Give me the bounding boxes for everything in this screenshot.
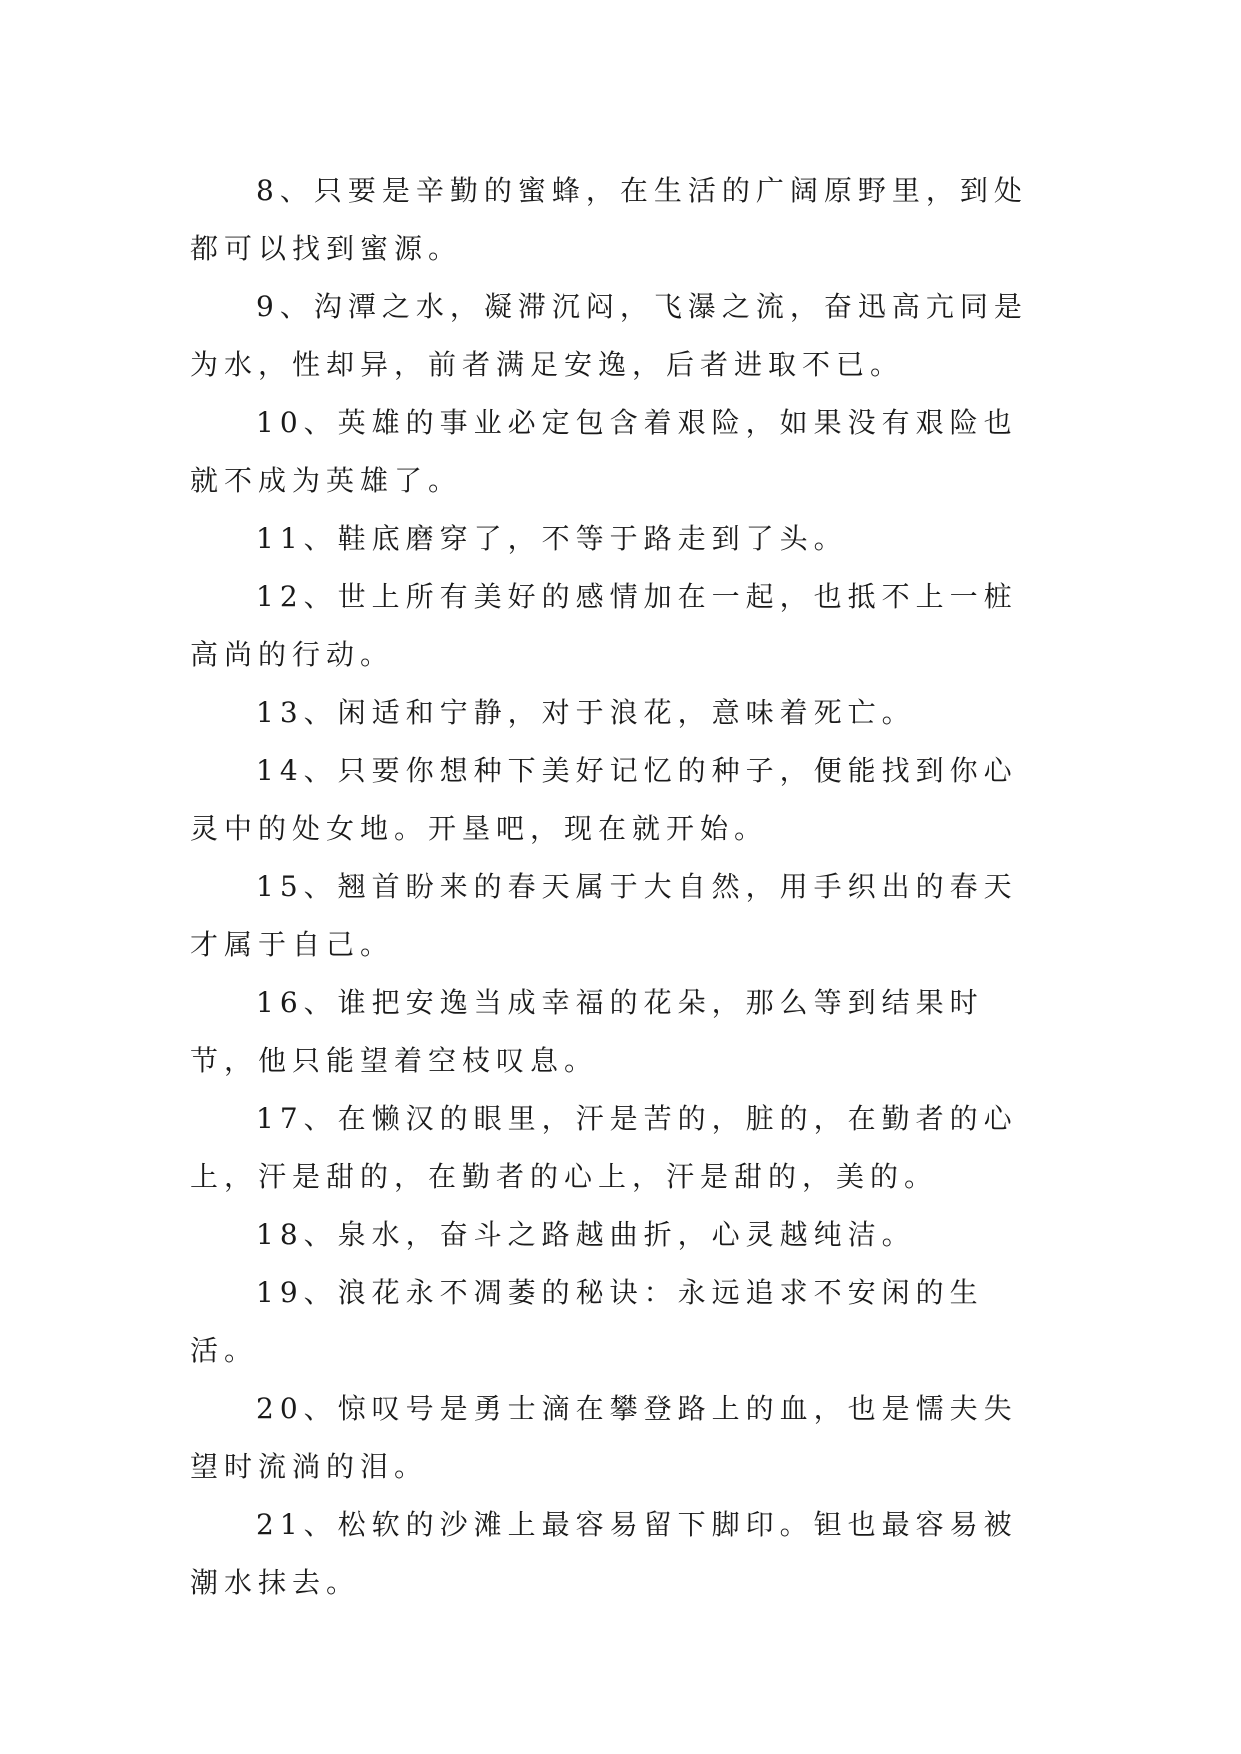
paragraph-14: 14、只要你想种下美好记忆的种子，便能找到你心灵中的处女地。开垦吧，现在就开始。 [190,754,1018,845]
paragraph-19: 19、浪花永不凋萎的秘诀：永远追求不安闲的生活。 [190,1276,984,1367]
paragraph-17: 17、在懒汉的眼里，汗是苦的，脏的，在勤者的心上，汗是甜的，在勤者的心上，汗是甜的，美的。 [190,1102,1018,1193]
paragraph-21: 21、松软的沙滩上最容易留下脚印。钽也最容易被潮水抹去。 [190,1508,1018,1599]
paragraph-10: 10、英雄的事业必定包含着艰险，如果没有艰险也就不成为英雄了。 [190,406,1018,497]
paragraph-16: 16、谁把安逸当成幸福的花朵，那么等到结果时节，他只能望着空枝叹息。 [190,986,984,1077]
paragraph-18: 18、泉水，奋斗之路越曲折，心灵越纯洁。 [256,1218,916,1251]
paragraph-12: 12、世上所有美好的感情加在一起，也抵不上一桩高尚的行动。 [190,580,1018,671]
paragraph-8: 8、只要是辛勤的蜜蜂，在生活的广阔原野里，到处都可以找到蜜源。 [190,174,1028,265]
paragraph-20: 20、惊叹号是勇士滴在攀登路上的血，也是懦夫失望时流淌的泪。 [190,1392,1018,1483]
paragraph-11: 11、鞋底磨穿了，不等于路走到了头。 [256,522,848,555]
paragraph-9: 9、沟潭之水，凝滞沉闷，飞瀑之流，奋迅高亢同是为水，性却异，前者满足安逸，后者进取不已。 [190,290,1028,381]
paragraph-15: 15、翘首盼来的春天属于大自然，用手织出的春天才属于自己。 [190,870,1018,961]
document-body [190,162,1050,1612]
paragraph-13: 13、闲适和宁静，对于浪花，意味着死亡。 [256,696,916,729]
